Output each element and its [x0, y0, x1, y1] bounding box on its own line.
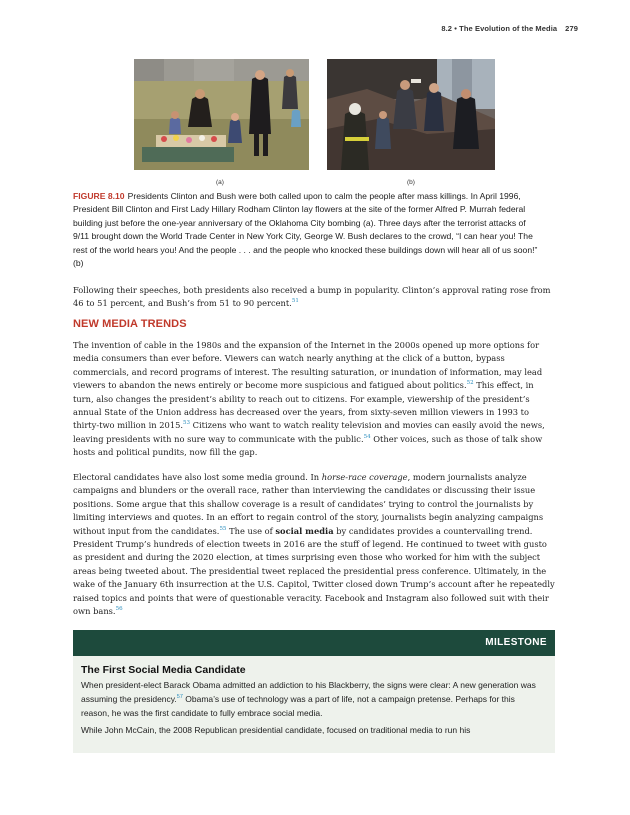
section-heading: NEW MEDIA TRENDS [73, 318, 187, 330]
paragraph-electoral [73, 471, 555, 618]
paragraph-text: Other voices, such as those of talk show hosts and political pundits, now fill the gap. [73, 433, 543, 458]
endnote-link[interactable]: 53 [183, 420, 191, 427]
figure-caption-text: Presidents Clinton and Bush were both called upon to calm the people after mass killings. In April 1996, President Bill Clinton and First Lady Hillary Rodham Clinton lay flowers at the site of the former Alfred P. Murrah federal building just before the one-year anniversary of the Oklahoma City bombing (a). Three days after the terrorist attacks of 9/11 brought down the World Trade Center in New York City, George W. Bush declares to the crowd, “I can hear you! The rest of the world hears you! And the people . . . and the people who knocked these buildings down will hear all of us soon!” (b) [73, 191, 538, 269]
milestone-title: The First Social Media Candidate [81, 664, 246, 676]
paragraph-text: Citizens who want to watch reality television and movies can easily avoid the news, leaving presidents with no sure way to communicate with the public. [73, 420, 545, 444]
paragraph-text: The invention of cable in the 1980s and the expansion of the Internet in the 2000s opened up more options for media consumers than ever before. Viewers can watch nearly anything at the click of a button, bypass commercials, and record programs of interest. The resulting saturation, or inundation of information, may lead viewers to abandon the news entirely or become more suspicious and fatigued about politics. [73, 340, 543, 391]
milestone-paragraph [81, 678, 545, 720]
paragraph-text: When president-elect Barack Obama admitted an addiction to his Blackberry, the signs were clear: A new generation was assuming the presidency. [81, 680, 536, 704]
endnote-link[interactable]: 57 [176, 694, 183, 701]
photo-tag-b: (b) [407, 179, 415, 186]
paragraph-text: Electoral candidates have also lost some media ground. In [73, 472, 322, 482]
term-social-media: social media [275, 525, 334, 536]
milestone-paragraph: While John McCain, the 2008 Republican presidential candidate, focused on traditional media to run his [81, 725, 471, 735]
paragraph-approval [73, 284, 555, 311]
paragraph-cable [73, 339, 555, 460]
endnote-link[interactable]: 51 [291, 298, 299, 305]
endnote-link[interactable]: 56 [115, 606, 123, 613]
endnote-link[interactable]: 54 [363, 434, 371, 441]
paragraph-text: This effect, in turn, also changes the president’s ability to reach out to citizens. For example, viewership of the president’s annual State of the Union address has decreased over the years, from sixty-seven million viewers in 1993 to thirty-two million in 2015. [73, 380, 534, 431]
photo-tag-a: (a) [216, 179, 224, 186]
paragraph-text: by candidates provides a countervailing trend. President Trump’s hundreds of election tweets in 2016 are the stuff of legend. He continued to tweet with gusto as president and during the 2020 election, at times surprising even those who worked for him with the subject areas being tweeted about. The presidential tweet replaced the presidential press conference. Ultimately, in the wake of the January 6th insurrection at the U.S. Capitol, Twitter closed down Trump’s account after he repeatedly raised topics and points that were of questionable veracity. Facebook and Instagram also followed suit with their own bans. [73, 525, 555, 617]
term-horse-race-coverage: horse-race coverage [321, 472, 408, 482]
photo-clinton-memorial [134, 59, 309, 170]
milestone-label: MILESTONE [485, 637, 547, 648]
running-header [441, 24, 578, 33]
figure-caption [73, 190, 543, 270]
photo-bush-ground-zero [327, 59, 495, 170]
endnote-link[interactable]: 52 [466, 380, 474, 387]
milestone-box [73, 656, 555, 753]
milestone-banner [73, 630, 555, 656]
endnote-link[interactable]: 55 [219, 525, 227, 532]
paragraph-text: , modern journalists analyze campaigns and blunders or the overall race, rather than interviewing the candidates or discussing their issue positions. Some argue that this shallow coverage is a result of candidates’ trying to control the journalists by limiting interviews and quotes. In an effort to regain control of the story, journalists begin analyzing campaigns without input from the candidates. [73, 472, 544, 536]
figure-label: FIGURE 8.10 [73, 191, 125, 201]
paragraph-text: The use of [226, 525, 276, 536]
page-number: 279 [565, 24, 578, 33]
paragraph-text: Obama’s use of technology was a part of life, not a campaign pretense. Perhaps for this reason, he was the first candidate to fully embrace social media. [81, 694, 515, 718]
section-title: 8.2 • The Evolution of the Media [441, 24, 558, 33]
paragraph-text: Following their speeches, both presidents also received a bump in popularity. Clinton’s approval rating rose from 46 to 51 percent, and Bush’s from 51 to 90 percent. [73, 285, 551, 309]
